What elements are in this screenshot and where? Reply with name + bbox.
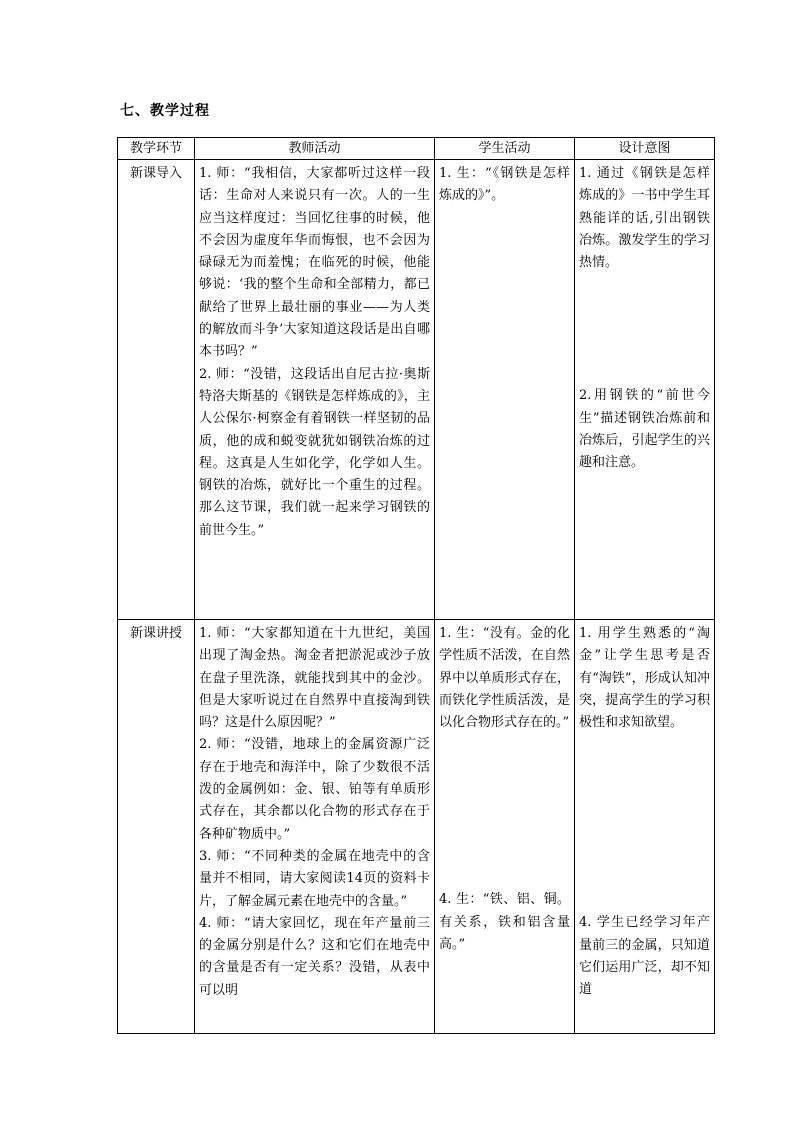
teacher-cell xyxy=(195,160,435,620)
teaching-process-table xyxy=(117,137,715,1034)
teacher-paragraph: 2. 师：“没错，地球上的金属资源广泛存在于地壳和海洋中，除了少数很不活泼的金属例如：金、银、铂等有单质形式存在，其余都以化合物的形式存在于各种矿物质中。” xyxy=(199,737,430,842)
student-cell xyxy=(435,160,575,620)
stage-cell: 新课讲授 xyxy=(118,620,195,1034)
teacher-paragraph: 1. 师：“大家都知道在十九世纪，美国出现了淘金热。淘金者把淤泥或沙子放在盘子里洗涤，就能找到其中的金沙。但是大家听说过在自然界中直接淘到铁吗？这是什么原因呢？” xyxy=(199,626,430,731)
table-row xyxy=(118,160,715,620)
intent-paragraph: 2.用钢铁的“前世今生”描述钢铁冶炼前和冶炼后，引起学生的兴趣和注意。 xyxy=(579,388,710,471)
teacher-paragraph: 4. 师：“请大家回忆，现在年产量前三的金属分别是什么？这和它们在地壳中的含量是否有一定关系？没错，从表中可以明 xyxy=(199,915,430,998)
student-paragraph: 1. 生：“没有。金的化学性质不活泼，在自然界中以单质形式存在，而铁化学性质活泼，是以化合物形式存在的。” xyxy=(439,626,570,731)
teacher-paragraph: 3. 师：“不同种类的金属在地壳中的含量并不相同，请大家阅读14页的资料卡片，了解金属元素在地壳中的含量。” xyxy=(199,848,430,909)
header-intent: 设计意图 xyxy=(575,138,715,160)
student-paragraph: 1. 生：“《钢铁是怎样炼成的》”。 xyxy=(439,166,570,204)
header-stage: 教学环节 xyxy=(118,138,195,160)
intent-cell xyxy=(575,160,715,620)
intent-paragraph: 4. 学生已经学习年产量前三的金属，只知道它们运用广泛，却不知道 xyxy=(579,915,710,998)
intent-paragraph: 1. 用学生熟悉的“淘金”让学生思考是否有“淘铁”，形成认知冲突，提高学生的学习积极性和求知欲望。 xyxy=(579,626,710,731)
student-cell xyxy=(435,620,575,1034)
header-student: 学生活动 xyxy=(435,138,575,160)
teacher-paragraph: 2. 师：“没错，这段话出自尼古拉·奥斯特洛夫斯基的《钢铁是怎样炼成的》，主人公保尔·柯察金有着钢铁一样坚韧的品质，他的成和蜕变就犹如钢铁冶炼的过程。这真是人生如化学，化学如人生。钢铁的冶炼，就好比一个重生的过程。那么这节课，我们就一起来学习钢铁的前世今生。” xyxy=(199,366,430,538)
intent-cell xyxy=(575,620,715,1034)
table-row xyxy=(118,620,715,1034)
stage-cell: 新课导入 xyxy=(118,160,195,620)
student-paragraph: 4. 生：“铁、铝、铜。有关系，铁和铝含量高。” xyxy=(439,892,570,953)
section-title: 七、教学过程 xyxy=(120,103,210,119)
header-teacher: 教师活动 xyxy=(195,138,435,160)
teacher-cell xyxy=(195,620,435,1034)
intent-paragraph: 1. 通过《钢铁是怎样炼成的》一书中学生耳熟能详的话,引出钢铁冶炼。激发学生的学习热情。 xyxy=(579,166,710,271)
teacher-paragraph: 1. 师：“我相信，大家都听过这样一段话：生命对人来说只有一次。人的一生应当这样度过：当回忆往事的时候，他不会因为虚度年华而悔恨，也不会因为碌碌无为而羞愧；在临死的时候，他能够说：‘我的整个生命和全部精力，都已献给了世界上最壮丽的事业——为人类的解放而斗争’大家知道这段话是出自哪本书吗？” xyxy=(199,166,430,360)
table-header-row xyxy=(118,138,715,160)
